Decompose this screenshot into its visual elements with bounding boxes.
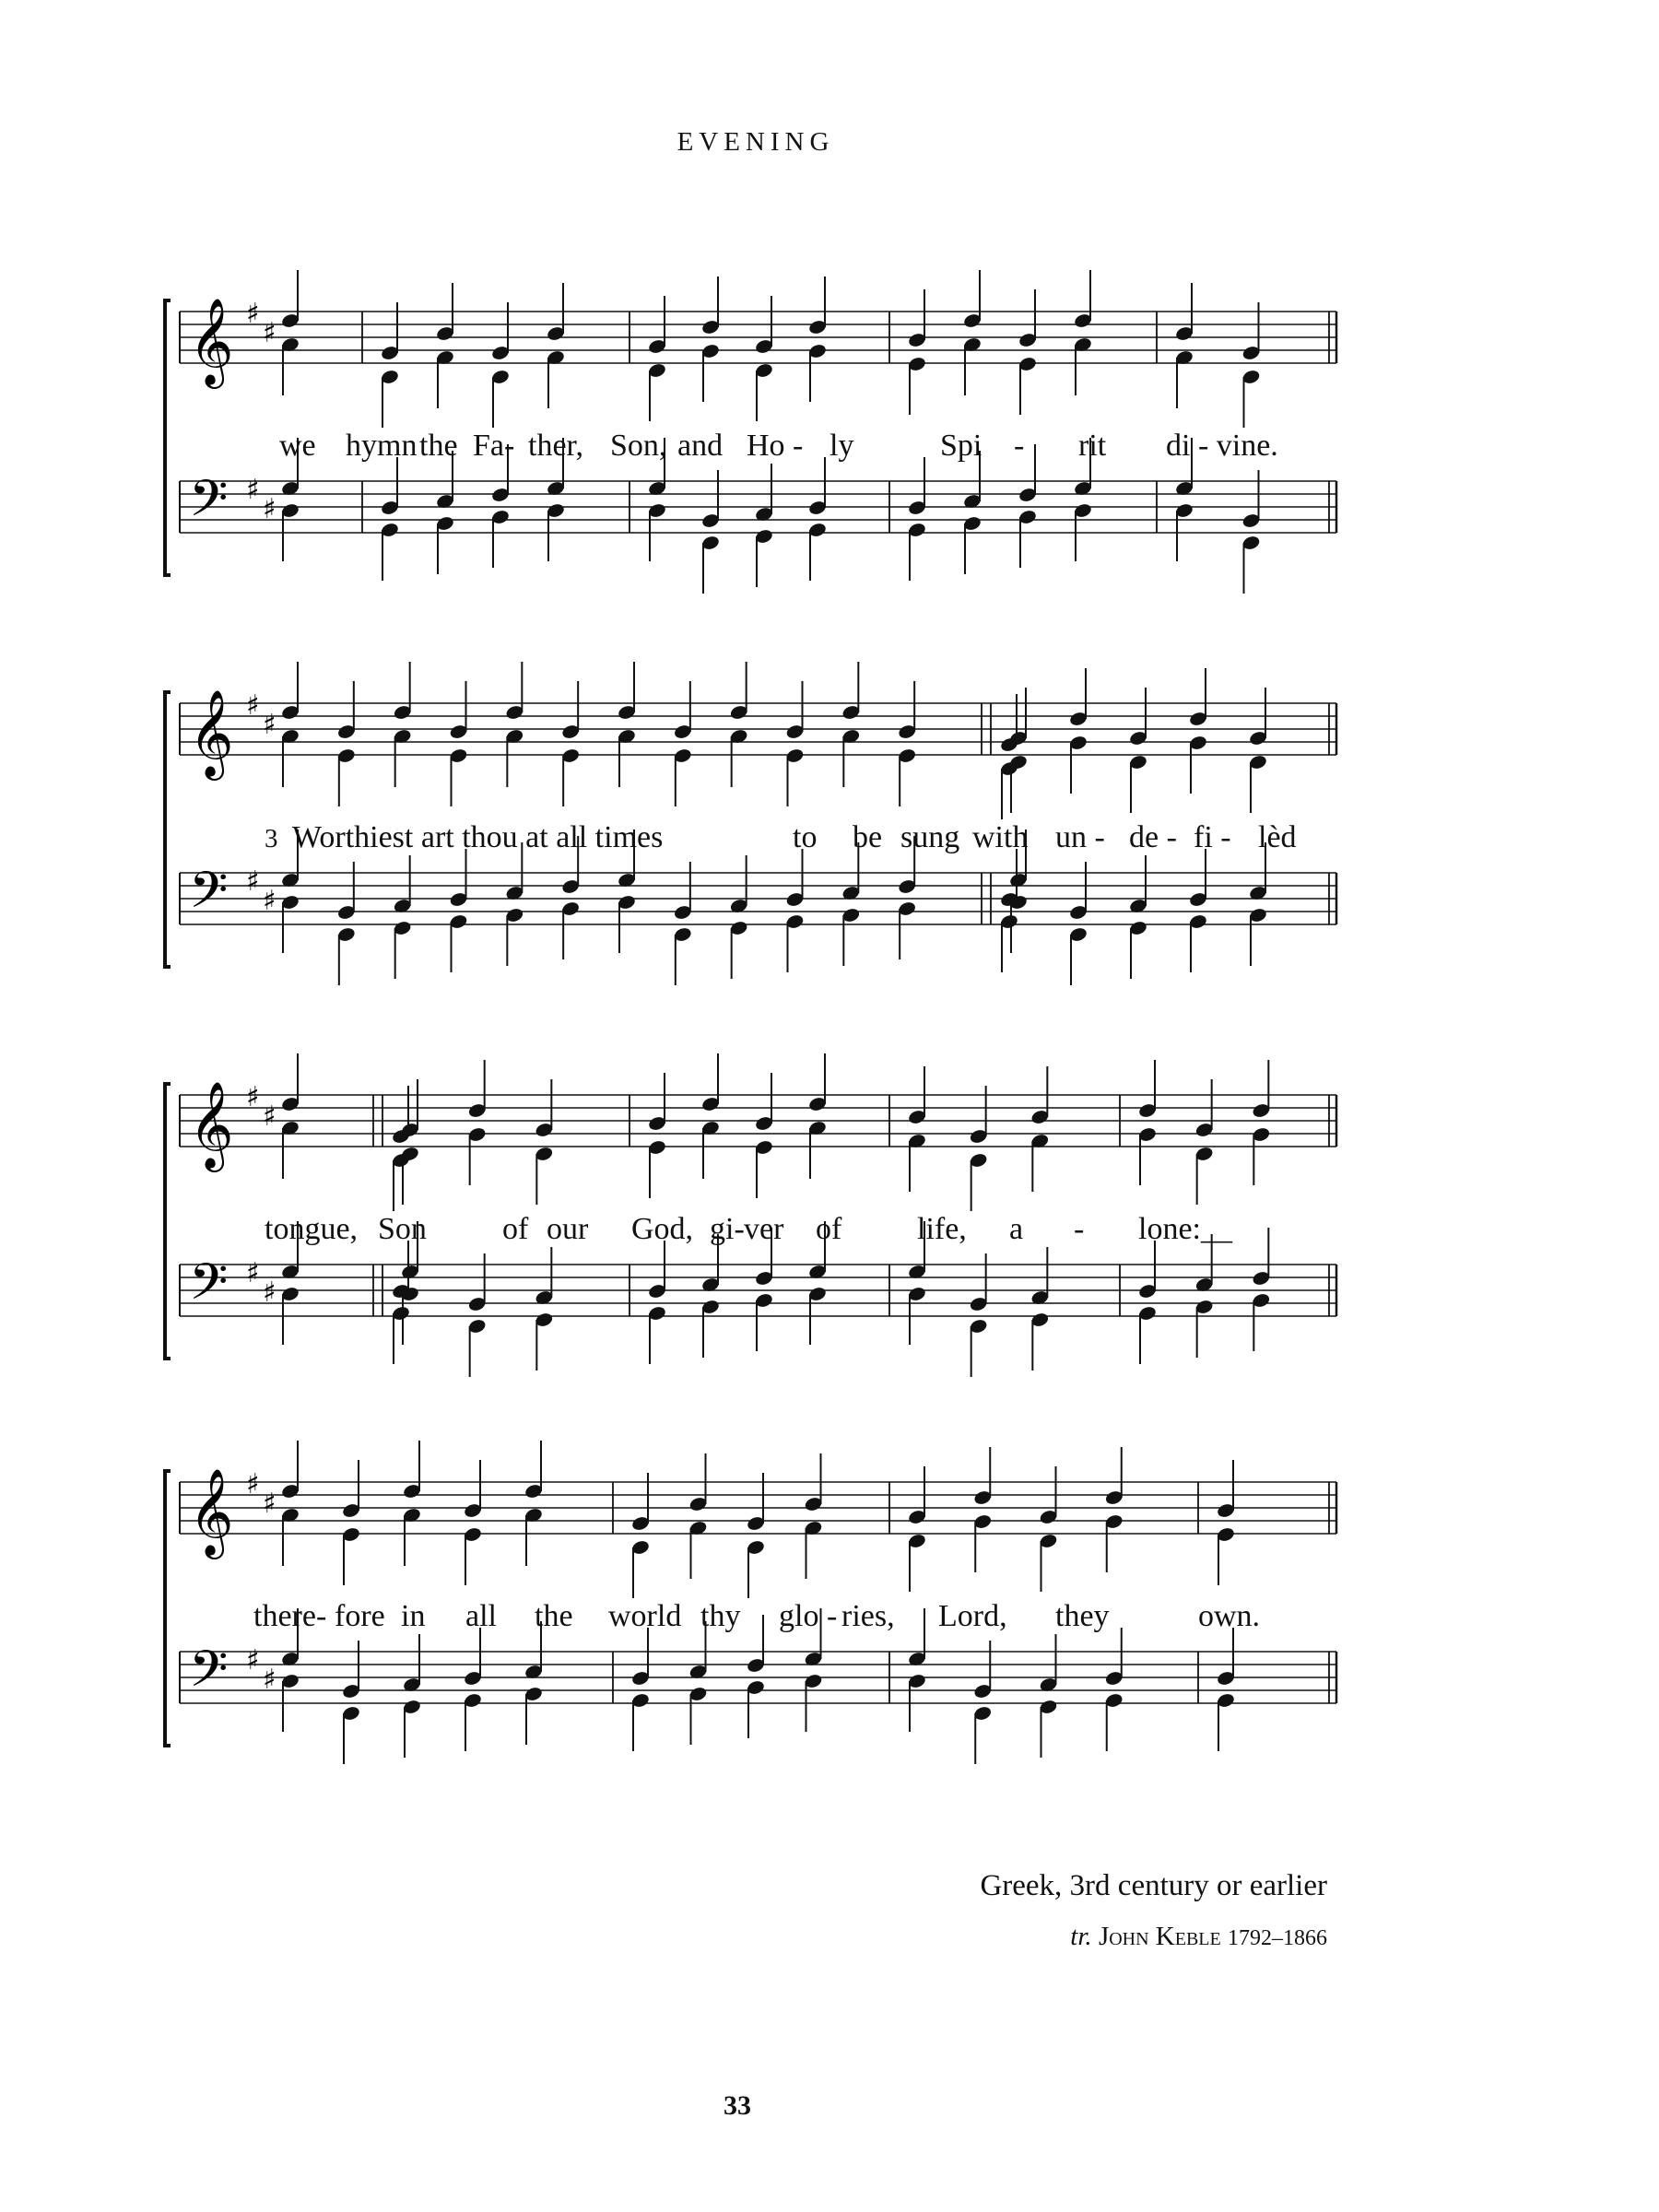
lyric-syllable: and bbox=[677, 429, 724, 463]
verse-number: 3 bbox=[265, 824, 278, 853]
lyric-syllable: lèd bbox=[1258, 820, 1297, 854]
lyric-syllable: Lord, bbox=[938, 1599, 1007, 1633]
lyric-syllable: to bbox=[793, 820, 818, 854]
lyric-syllable: Fa- bbox=[473, 429, 515, 463]
svg-text:♯: ♯ bbox=[263, 885, 276, 917]
svg-text:𝄞: 𝄞 bbox=[189, 1081, 234, 1169]
lyric-syllable: the bbox=[419, 429, 458, 463]
lyric-syllable: a bbox=[1009, 1212, 1024, 1246]
lyric-syllable: fi - bbox=[1194, 820, 1231, 854]
lyric-syllable: we bbox=[279, 429, 316, 463]
lyric-syllable: our bbox=[547, 1212, 589, 1246]
lyric-syllable: own. bbox=[1198, 1599, 1261, 1633]
lyric-syllable: they bbox=[1055, 1599, 1110, 1633]
lyric-syllable: there- bbox=[253, 1599, 327, 1633]
svg-text:♯: ♯ bbox=[246, 865, 260, 898]
svg-text:♯: ♯ bbox=[246, 689, 260, 722]
translator-prefix: tr. bbox=[1070, 1922, 1092, 1951]
lyric-syllable: hymn bbox=[346, 429, 418, 463]
lyric-syllable: rit bbox=[1078, 429, 1107, 463]
svg-text:♯: ♯ bbox=[246, 1644, 260, 1677]
svg-text:♯: ♯ bbox=[246, 474, 260, 506]
svg-text:♯: ♯ bbox=[246, 1257, 260, 1289]
svg-text:♯: ♯ bbox=[263, 1664, 276, 1696]
lyric-syllable: life, bbox=[917, 1212, 967, 1246]
music-system-1 bbox=[161, 295, 1359, 581]
lyric-syllable: - bbox=[1074, 1212, 1085, 1246]
svg-text:♯: ♯ bbox=[263, 493, 276, 525]
svg-text:𝄞: 𝄞 bbox=[189, 298, 234, 385]
lyric-syllable: Worthiest art thou at all times bbox=[292, 820, 664, 854]
svg-text:♯: ♯ bbox=[263, 317, 276, 349]
svg-text:𝄢: 𝄢 bbox=[189, 861, 229, 932]
svg-text:♯: ♯ bbox=[263, 1277, 276, 1309]
lyric-syllable: di - vine. bbox=[1166, 429, 1278, 463]
page-number: 33 bbox=[724, 2090, 751, 2121]
svg-text:♯: ♯ bbox=[246, 1468, 260, 1500]
lyrics-line-4 bbox=[161, 1599, 1359, 1636]
lyric-syllable: all bbox=[465, 1599, 497, 1633]
lyric-syllable: Son bbox=[378, 1212, 427, 1246]
lyrics-line-2 bbox=[161, 820, 1359, 857]
lyric-syllable: fore bbox=[335, 1599, 385, 1633]
page-header: EVENING bbox=[677, 127, 835, 157]
lyric-syllable: the bbox=[535, 1599, 573, 1633]
lyric-syllable: God, bbox=[631, 1212, 694, 1246]
lyric-syllable: of bbox=[816, 1212, 842, 1246]
lyric-syllable: ver bbox=[744, 1212, 784, 1246]
attribution-source: Greek, 3rd century or earlier bbox=[980, 1869, 1327, 1902]
lyric-syllable: un - bbox=[1055, 820, 1105, 854]
lyric-syllable: - bbox=[1014, 429, 1025, 463]
lyric-syllable: world bbox=[608, 1599, 682, 1633]
music-system-4 bbox=[161, 1465, 1359, 1751]
svg-text:𝄢: 𝄢 bbox=[189, 1253, 229, 1324]
music-system-3 bbox=[161, 1078, 1359, 1364]
svg-text:𝄞: 𝄞 bbox=[189, 1468, 234, 1556]
attribution-translator bbox=[645, 1922, 1327, 1952]
translator-name: John Keble bbox=[1098, 1922, 1221, 1951]
svg-text:♯: ♯ bbox=[246, 1081, 260, 1113]
svg-text:𝄢: 𝄢 bbox=[189, 1640, 229, 1711]
lyric-syllable: Ho - bbox=[747, 429, 804, 463]
lyric-syllable: glo - bbox=[779, 1599, 838, 1633]
lyrics-line-3 bbox=[161, 1212, 1359, 1249]
svg-text:𝄞: 𝄞 bbox=[189, 689, 234, 777]
svg-text:♯: ♯ bbox=[263, 709, 276, 741]
lyric-syllable: gi- bbox=[710, 1212, 745, 1246]
lyric-syllable: tongue, bbox=[265, 1212, 359, 1246]
lyric-syllable: de - bbox=[1129, 820, 1177, 854]
lyric-syllable: thy bbox=[700, 1599, 741, 1633]
lyrics-line-1 bbox=[161, 429, 1359, 465]
lyric-syllable: with bbox=[972, 820, 1029, 854]
translator-dates: 1792–1866 bbox=[1228, 1926, 1327, 1950]
lyric-syllable: ly bbox=[830, 429, 854, 463]
lyric-syllable: lone:__ bbox=[1138, 1212, 1232, 1246]
lyric-syllable: in bbox=[401, 1599, 426, 1633]
music-system-2 bbox=[161, 687, 1359, 972]
lyric-syllable: sung bbox=[900, 820, 960, 854]
svg-text:♯: ♯ bbox=[246, 298, 260, 330]
svg-text:♯: ♯ bbox=[263, 1100, 276, 1133]
lyric-syllable: of bbox=[502, 1212, 529, 1246]
lyric-syllable: ries, bbox=[841, 1599, 895, 1633]
svg-text:♯: ♯ bbox=[263, 1488, 276, 1520]
lyric-syllable: be bbox=[853, 820, 883, 854]
lyric-syllable: Son, bbox=[610, 429, 667, 463]
svg-text:𝄢: 𝄢 bbox=[189, 469, 229, 540]
lyric-syllable: Spi bbox=[940, 429, 982, 463]
lyric-syllable: ther, bbox=[528, 429, 583, 463]
